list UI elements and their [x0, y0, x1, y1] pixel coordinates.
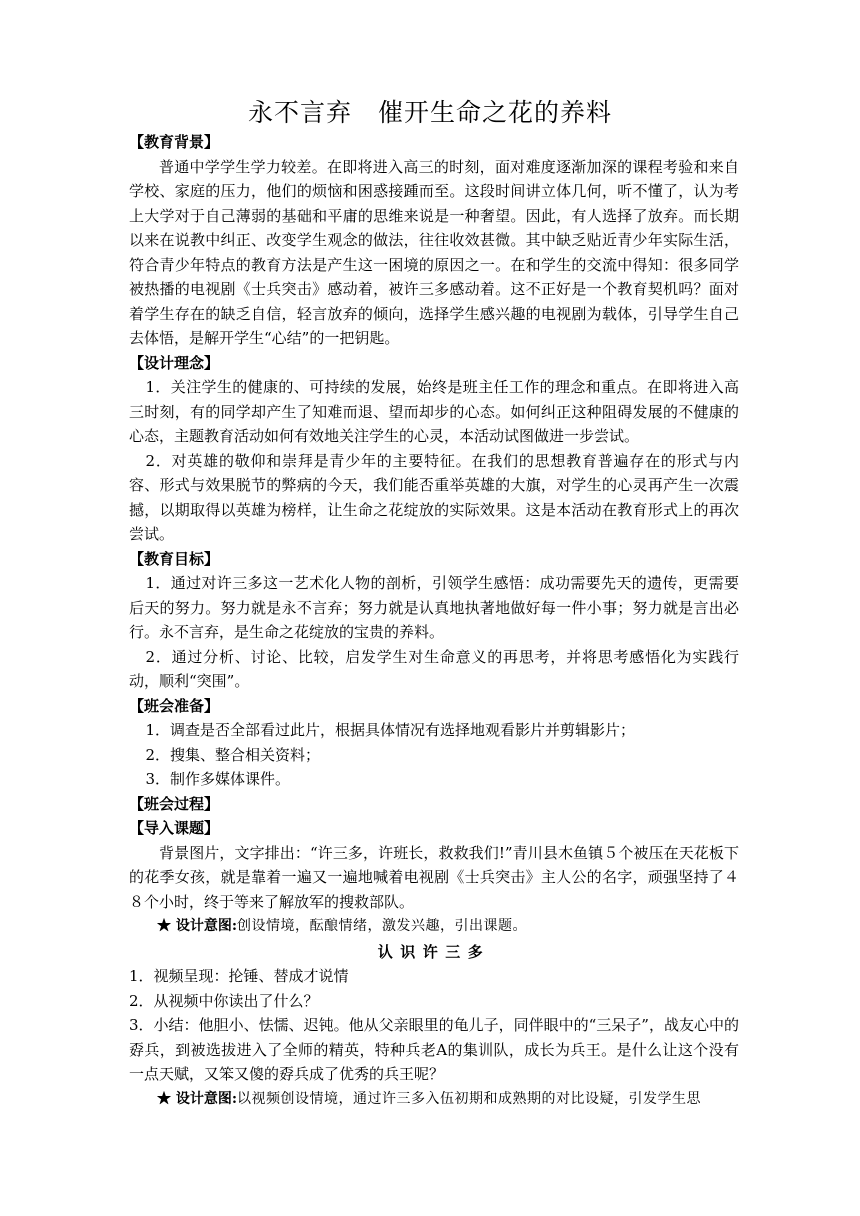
paragraph-goal-1: 1．通过对许三多这一艺术化人物的剖析，引领学生感悟：成功需要先天的遗传，更需要后天的努力。努力就是永不言弃；努力就是认真地执著地做好每一件小事；努力就是言出必行。永不言弃，是生命之花绽放的宝贵的养料。 [129, 574, 739, 641]
design-intent-2 [129, 1087, 739, 1112]
list-item-know-1: 1．视频呈现：抡锤、替成才说情 [129, 967, 349, 985]
design-intent-text: 创设情境，酝酿情绪，激发兴趣，引出课题。 [237, 918, 528, 934]
paragraph-intro: 背景图片，文字排出：“许三多，许班长，救救我们!”青川县木鱼镇５个被压在天花板下的花季女孩，就是靠着一遍又一遍地喊着电视剧《士兵突击》主人公的名字，顽强坚持了４８个小时，终于等来了解放军的搜救部队。 [129, 843, 739, 911]
section-heading-process: 【班会过程】 [129, 794, 220, 813]
paragraph-background: 普通中学学生学力较差。在即将进入高三的时刻，面对难度逐渐加深的课程考验和来自学校、家庭的压力，他们的烦恼和困惑接踵而至。这段时间讲立体几何，听不懂了，认为考上大学对于自己薄弱的基础和平庸的思维来说是一种奢望。因此，有人选择了放弃。而长期以来在说教中纠正、改变学生观念的做法，往往收效甚微。其中缺乏贴近青少年实际生活，符合青少年特点的教育方法是产生这一困境的原因之一。在和学生的交流中得知：很多同学被热播的电视剧《士兵突击》感动着，被许三多感动着。这不正好是一个教育契机吗？面对着学生存在的缺乏自信，轻言放弃的倾向，选择学生感兴趣的电视剧为载体，引导学生自己去体悟，是解开学生“心结”的一把钥匙。 [129, 157, 739, 347]
design-intent-text: 以视频创设情境，通过许三多入伍初期和成熟期的对比设疑，引发学生思 [237, 1090, 702, 1107]
document-body [129, 130, 739, 1111]
design-intent-label: ★ 设计意图: [157, 918, 238, 934]
section-heading-intro: 【导入课题】 [129, 819, 220, 837]
section-heading-background: 【教育背景】 [129, 133, 220, 151]
document-title: 永不言弃 催开生命之花的养料 [247, 98, 612, 127]
paragraph-design-idea-1: 1．关注学生的健康的、可持续的发展，始终是班主任工作的理念和重点。在即将进入高三时刻，有的同学却产生了知难而退、望而却步的心态。如何纠正这种阻碍发展的不健康的心态，主题教育活动如何有效地关注学生的心灵，本活动试图做进一步尝试。 [129, 378, 739, 445]
subheading-know-xu-sanduo: 认识许三多 [377, 942, 491, 961]
design-intent-label: ★ 设计意图: [157, 1090, 238, 1107]
design-intent-1 [129, 914, 739, 939]
list-item-know-3: 3．小结：他胆小、怯懦、迟钝。他从父亲眼里的龟儿子，同伴眼中的“三呆子”，战友心中的孬兵，到被选拔进入了全师的精英，特种兵老A的集训队，成长为兵王。是什么让这个没有一点天赋，又笨又傻的孬兵成了优秀的兵王呢？ [129, 1016, 739, 1083]
list-item-prep-3: 3．制作多媒体课件。 [145, 770, 291, 788]
list-item-prep-1: 1．调查是否全部看过此片，根据具体情况有选择地观看影片并剪辑影片； [145, 721, 636, 739]
paragraph-design-idea-2: 2．对英雄的敬仰和崇拜是青少年的主要特征。在我们的思想教育普遍存在的形式与内容、形式与效果脱节的弊病的今天，我们能否重举英雄的大旗，对学生的心灵再产生一次震撼，以期取得以英雄为榜样，让生命之花绽放的实际效果。这是本活动在教育形式上的再次尝试。 [129, 451, 739, 543]
list-item-know-2: 2．从视频中你读出了什么？ [129, 991, 319, 1010]
paragraph-goal-2: 2．通过分析、讨论、比较，启发学生对生命意义的再思考，并将思考感悟化为实践行动，顺利“突围”。 [129, 647, 739, 690]
section-heading-preparation: 【班会准备】 [129, 696, 220, 715]
section-heading-design-idea: 【设计理念】 [129, 353, 220, 372]
list-item-prep-2: 2．搜集、整合相关资料； [145, 745, 321, 764]
section-heading-goals: 【教育目标】 [129, 549, 220, 568]
